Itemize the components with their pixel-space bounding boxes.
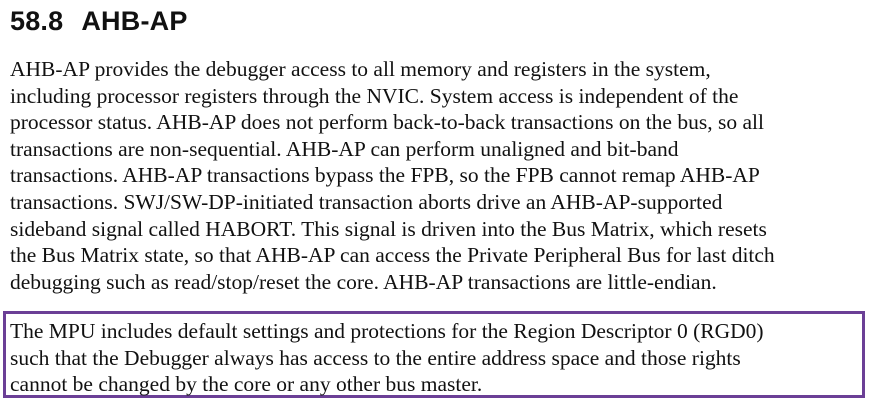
callout-paragraph	[10, 318, 870, 398]
body-line: debugging such as read/stop/reset the core. AHB-AP transactions are little-endian.	[10, 269, 717, 294]
body-line: the Bus Matrix state, so that AHB-AP can access the Private Peripheral Bus for last ditch	[10, 243, 775, 268]
body-line: transactions. AHB-AP transactions bypass the FPB, so the FPB cannot remap AHB-AP	[10, 163, 760, 188]
callout-line: The MPU includes default settings and protections for the Region Descriptor 0 (RGD0)	[10, 319, 764, 343]
callout-line: cannot be changed by the core or any other bus master.	[10, 372, 483, 397]
section-number: 58.8	[10, 6, 64, 36]
callout-line: such that the Debugger always has access to the entire address space and those rights	[10, 345, 741, 370]
body-line: processor status. AHB-AP does not perform back-to-back transactions on the bus, so all	[10, 110, 764, 135]
body-line: transactions are non-sequential. AHB-AP can perform unaligned and bit-band	[10, 136, 679, 161]
section-title: AHB-AP	[81, 6, 188, 36]
body-line: including processor registers through the NVIC. System access is independent of the	[10, 83, 739, 108]
body-line: AHB-AP provides the debugger access to all memory and registers in the system,	[10, 57, 711, 81]
body-line: sideband signal called HABORT. This signal is driven into the Bus Matrix, which resets	[10, 216, 767, 241]
section-heading	[10, 4, 188, 38]
body-line: transactions. SWJ/SW-DP-initiated transaction aborts drive an AHB-AP-supported	[10, 189, 723, 214]
body-paragraph	[10, 56, 880, 295]
